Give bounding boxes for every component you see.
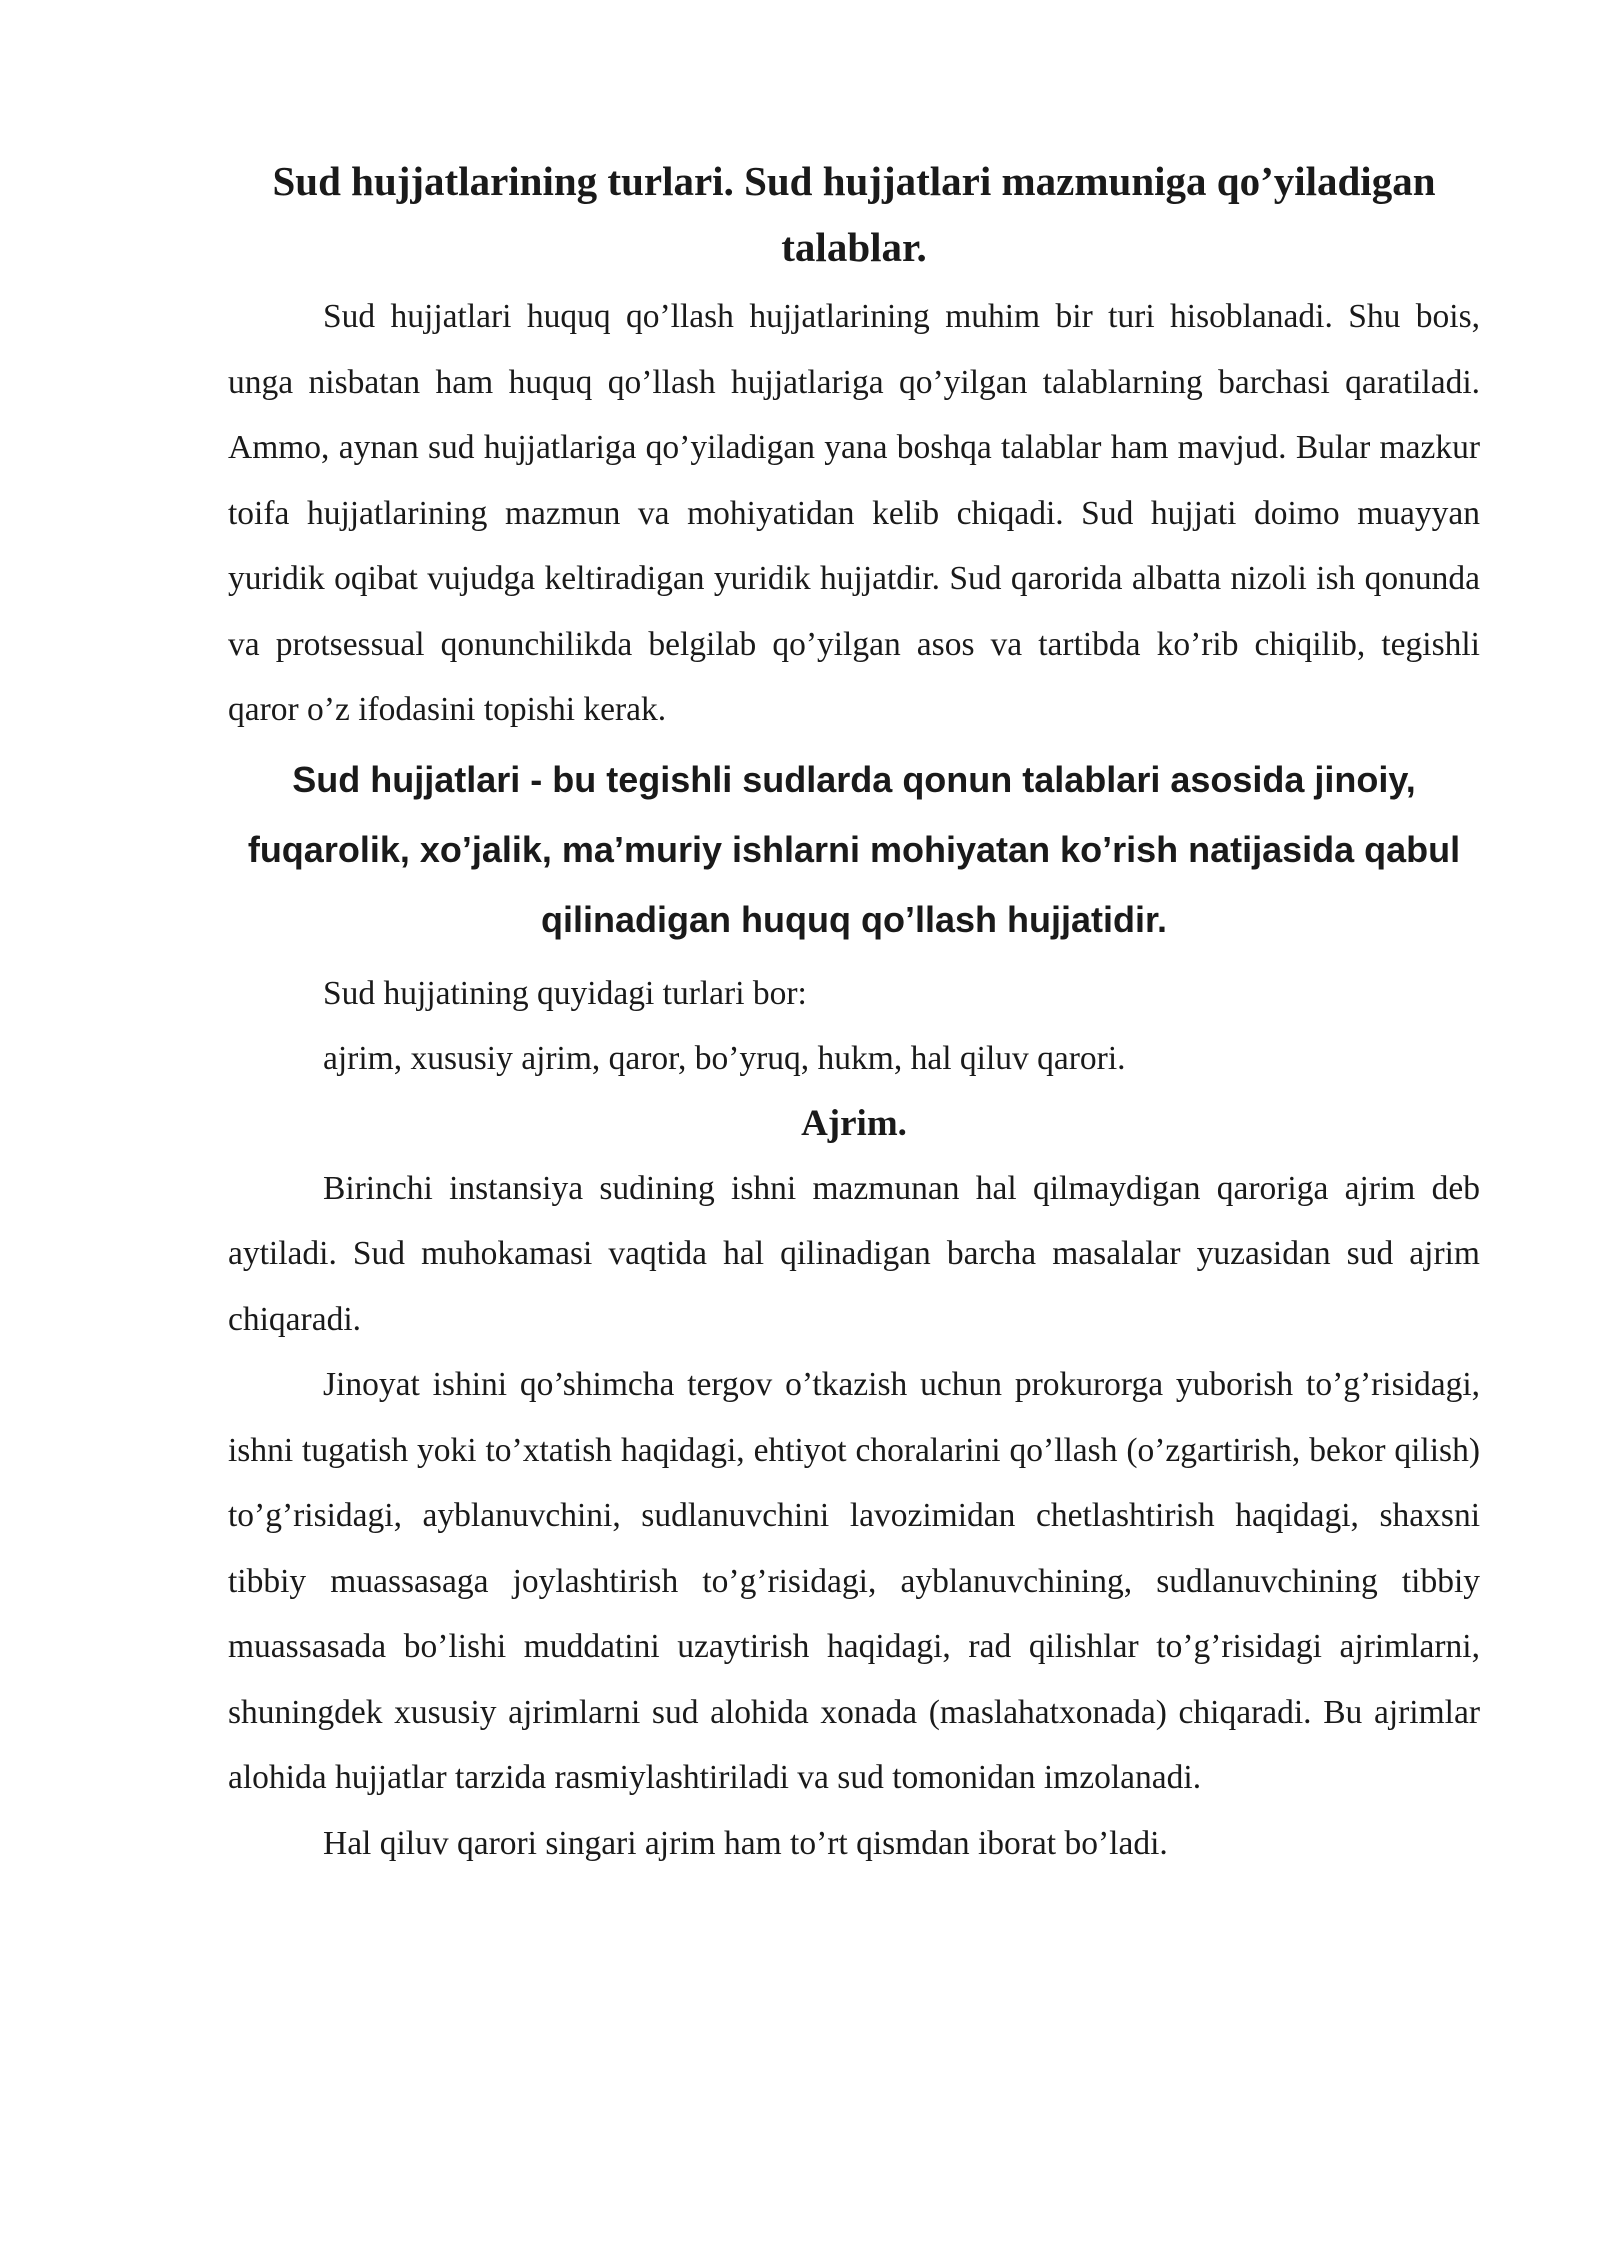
types-intro: Sud hujjatining quyidagi turlari bor: <box>323 974 807 1012</box>
section-paragraph: Jinoyat ishini qo’shimcha tergov o’tkazish uchun prokurorga yuborish to’g’risidagi, ishni tugatish yoki to’xtatish haqidagi, ehtiyot choralarini qo’llash (o’zgartirish, bekor qilish) to’g’risidagi, ayblanuvchini, sudlanuvchini lavozimidan chetlashtirish haqidagi, shaxsni tibbiy muassasaga joylashtirish to’g’risidagi, ayblanuvchining, sudlanuvchining tibbiy muassasada bo’lishi muddatini uzaytirish haqidagi, rad qilishlar to’g’risidagi ajrimlarni, shuningdek xususiy ajrimlarni sud alohida xonada (maslahatxonada) chiqaradi. Bu ajrimlar alohida hujjatlar tarzida rasmiylashtiriladi va sud tomonidan imzolanadi. <box>228 1366 1480 1796</box>
section-paragraph: Hal qiluv qarori singari ajrim ham to’rt qismdan iborat bo’ladi. <box>323 1824 1168 1862</box>
section-heading: Ajrim. <box>801 1102 907 1144</box>
types-list: ajrim, xususiy ajrim, qaror, bo’yruq, hukm, hal qiluv qarori. <box>323 1040 1126 1077</box>
section-paragraph: Birinchi instansiya sudining ishni mazmunan hal qilmaydigan qaroriga ajrim deb aytiladi. Sud muhokamasi vaqtida hal qilinadigan barcha masalalar yuzasidan sud ajrim chiqaradi. <box>228 1169 1480 1338</box>
definition-statement: Sud hujjatlari - bu tegishli sudlarda qonun talablari asosida jinoiy, fuqarolik, xo’jalik, ma’muriy ishlarni mohiyatan ko’rish natijasida qabul qilinadigan huquq qo’llash hujjatidir. <box>247 758 1461 940</box>
intro-paragraph: Sud hujjatlari huquq qo’llash hujjatlarining muhim bir turi hisoblanadi. Shu bois, unga nisbatan ham huquq qo’llash hujjatlariga qo’yilgan talablarning barchasi qaratiladi. Ammo, aynan sud hujjatlariga qo’yiladigan yana boshqa talablar ham mavjud. Bular mazkur toifa hujjatlarining mazmun va mohiyatidan kelib chiqadi. Sud hujjati doimo muayyan yuridik oqibat vujudga keltiradigan yuridik hujjatdir. Sud qarorida albatta nizoli ish qonunda va protsessual qonunchilikda belgilab qo’yilgan asos va tartibda ko’rib chiqilib, tegishli qaror o’z ifodasini topishi kerak. <box>228 298 1480 728</box>
document-page <box>228 148 1480 1876</box>
document-title: Sud hujjatlarining turlari. Sud hujjatlari mazmuniga qo’yiladigan talablar. <box>272 158 1436 270</box>
